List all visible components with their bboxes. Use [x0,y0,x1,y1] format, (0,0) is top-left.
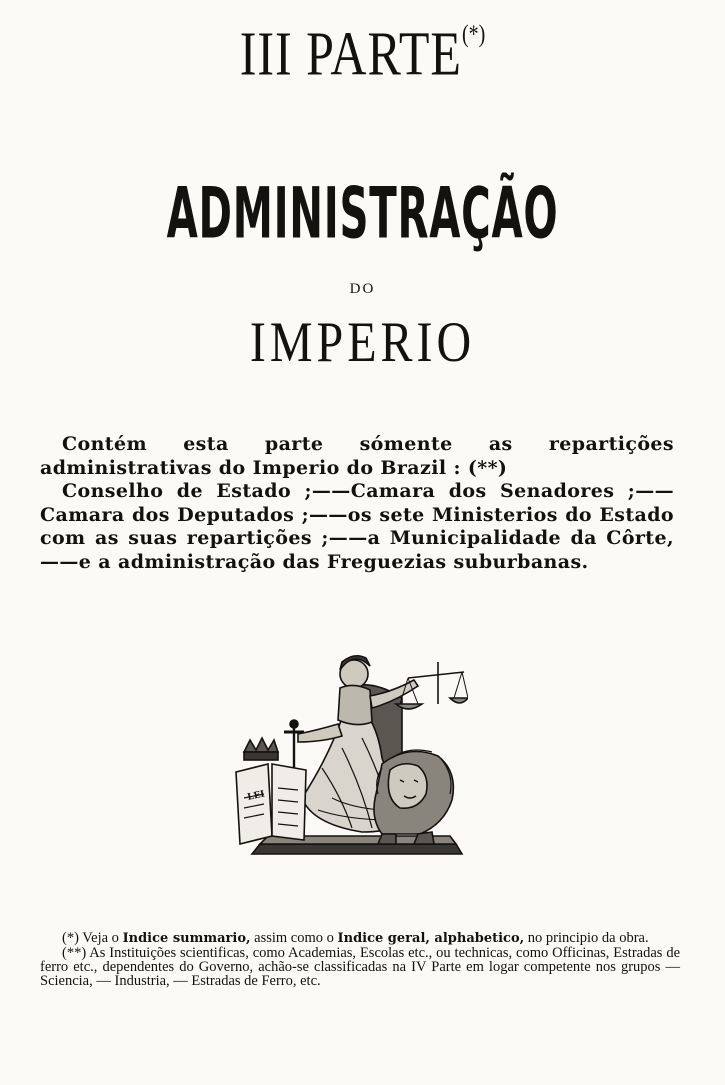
paragraph-intro: Contém esta parte sómente as repartições administrativas do Imperio do Brazil : (**) [40,433,674,479]
footnote-ref-indice-geral: Indice geral, alphabetico, [337,931,525,946]
subtitle: IMPERIO [249,310,476,374]
footnote-ref-indice-summario: Indice summario, [122,931,251,946]
footnotes [40,931,680,988]
title-connector: DO [349,281,376,297]
part-footnote-mark: (*) [461,20,486,49]
book-label: LEI [246,789,266,803]
part-heading [0,18,725,89]
paragraph-list: Conselho de Estado ;——Camara dos Senadores ;——Camara dos Deputados ;——os sete Ministerios do Estado com as suas repartições ;——a Municipalidade da Côrte, ——e a administração das Freguezias suburbanas. [40,480,674,573]
footnote-1-mark: (*) [62,930,79,946]
footnote-1: (*) Veja o Indice summario, assim como o Indice geral, alphabetico, no principio da obra. [62,930,649,946]
main-title: ADMINISTRAÇÃO [166,173,559,255]
justice-lion-emblem-icon [232,648,468,858]
part-label: III PARTE [239,18,462,89]
footnote-2: (**) As Instituições scientificas, como Academias, Escolas etc., ou technicas, como Officinas, Estradas de ferro etc., dependentes do Governo, achão-se classificadas na IV Parte em logar competente nos grupos — Sciencia, — Industria, — Estradas de Ferro, etc. [40,945,680,989]
contents-description [40,433,674,574]
